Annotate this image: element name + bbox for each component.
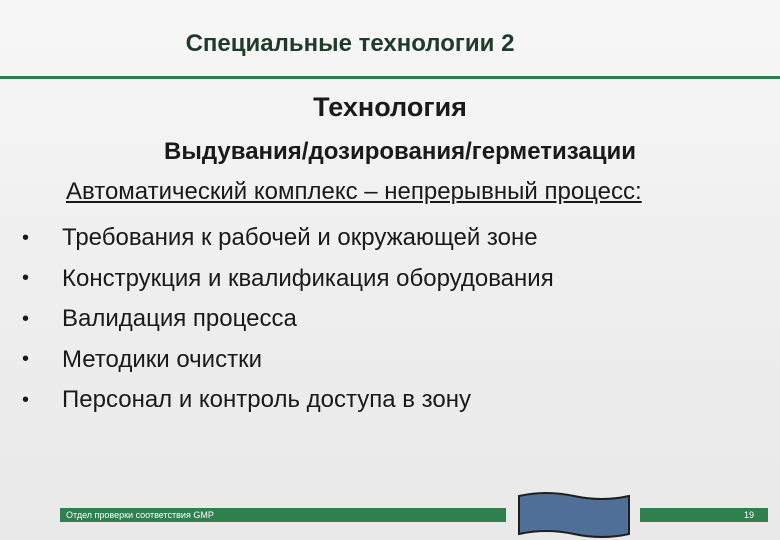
bullet-icon: • xyxy=(22,307,30,330)
bullet-icon: • xyxy=(22,267,30,290)
flag-icon xyxy=(516,490,632,540)
slide-heading: Технология xyxy=(313,92,467,122)
bullet-text: Методики очистки xyxy=(62,345,262,373)
bullet-text: Требования к рабочей и окружающей зоне xyxy=(62,224,538,252)
bullet-item xyxy=(22,259,554,300)
bullet-text: Валидация процесса xyxy=(62,305,297,333)
intro-line: Автоматический комплекс – непрерывный процесс: xyxy=(66,178,642,205)
bullet-item xyxy=(22,380,554,421)
header-divider xyxy=(0,76,780,79)
bullet-icon: • xyxy=(22,348,30,371)
footer-department: Отдел проверки соответствия GMP xyxy=(66,510,214,520)
bullet-text: Конструкция и квалификация оборудования xyxy=(62,264,554,292)
bullet-icon: • xyxy=(22,388,30,411)
slide-subheading: Выдувания/дозирования/герметизации xyxy=(164,138,636,165)
bullet-item xyxy=(22,340,554,381)
bullet-item xyxy=(22,299,554,340)
bullet-item xyxy=(22,218,554,259)
bullet-icon: • xyxy=(22,226,30,249)
bullet-text: Персонал и контроль доступа в зону xyxy=(62,386,471,414)
header-title: Специальные технологии 2 xyxy=(185,30,515,57)
page-number: 19 xyxy=(744,510,755,520)
bullet-list xyxy=(22,218,554,421)
